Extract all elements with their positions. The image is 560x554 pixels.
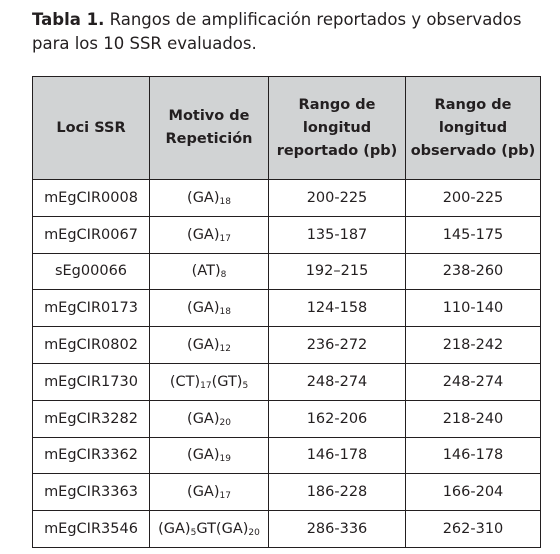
motif-repeat-count: 19 bbox=[219, 454, 231, 465]
header-observed-line: Rango de bbox=[434, 96, 512, 113]
header-loci-line: Loci SSR bbox=[56, 119, 126, 136]
cell-locus: mEgCIR0008 bbox=[33, 180, 150, 217]
motif-repeat-count: 20 bbox=[219, 417, 231, 428]
cell-motif bbox=[150, 363, 269, 400]
motif-repeat-count: 12 bbox=[219, 344, 231, 355]
header-observed-line: longitud bbox=[438, 119, 508, 136]
cell-reported-range: 146-178 bbox=[269, 437, 406, 474]
motif-repeat-count: 17 bbox=[200, 380, 212, 391]
cell-motif bbox=[150, 400, 269, 437]
motif-unit: (CT) bbox=[169, 373, 201, 390]
table-row bbox=[33, 511, 541, 548]
cell-motif bbox=[150, 437, 269, 474]
header-motif bbox=[150, 77, 269, 180]
motif-text bbox=[187, 447, 231, 463]
motif-text bbox=[187, 337, 231, 353]
motif-repeat-count: 17 bbox=[219, 491, 231, 502]
cell-motif bbox=[150, 290, 269, 327]
cell-locus: mEgCIR3363 bbox=[33, 474, 150, 511]
motif-unit: (GT) bbox=[211, 373, 243, 390]
motif-repeat-count: 17 bbox=[219, 233, 231, 244]
motif-repeat-count: 18 bbox=[219, 307, 231, 318]
cell-motif bbox=[150, 474, 269, 511]
cell-reported-range: 124-158 bbox=[269, 290, 406, 327]
cell-reported-range: 192–215 bbox=[269, 253, 406, 290]
cell-locus: mEgCIR3546 bbox=[33, 511, 150, 548]
cell-reported-range: 135-187 bbox=[269, 216, 406, 253]
motif-repeat-count: 8 bbox=[220, 270, 227, 281]
header-reported-line: reportado (pb) bbox=[276, 142, 398, 159]
motif-text bbox=[187, 411, 231, 427]
table-row bbox=[33, 400, 541, 437]
cell-locus: mEgCIR0802 bbox=[33, 327, 150, 364]
cell-motif bbox=[150, 216, 269, 253]
cell-observed-range: 146-178 bbox=[406, 437, 541, 474]
motif-unit: (GA) bbox=[215, 521, 249, 538]
table-row bbox=[33, 327, 541, 364]
cell-locus: mEgCIR0067 bbox=[33, 216, 150, 253]
header-loci bbox=[33, 77, 150, 180]
motif-text bbox=[187, 484, 231, 500]
table-row bbox=[33, 253, 541, 290]
motif-text bbox=[187, 300, 231, 316]
cell-locus: mEgCIR3282 bbox=[33, 400, 150, 437]
motif-repeat-count: 5 bbox=[242, 380, 249, 391]
cell-locus: mEgCIR1730 bbox=[33, 363, 150, 400]
cell-motif bbox=[150, 511, 269, 548]
motif-text bbox=[158, 521, 260, 537]
header-observed-line: observado (pb) bbox=[410, 142, 536, 159]
motif-text bbox=[187, 190, 231, 206]
motif-unit: (GA) bbox=[158, 521, 191, 538]
motif-text bbox=[170, 374, 248, 390]
motif-text bbox=[187, 227, 231, 243]
table-row bbox=[33, 363, 541, 400]
header-reported-line: Rango de bbox=[298, 96, 376, 113]
cell-reported-range: 162-206 bbox=[269, 400, 406, 437]
motif-unit: (GA) bbox=[187, 226, 220, 243]
motif-unit: (GA) bbox=[187, 337, 220, 354]
caption-label: Tabla 1. bbox=[32, 10, 105, 29]
motif-unit: (GA) bbox=[187, 484, 220, 501]
header-observed-range bbox=[406, 77, 541, 180]
cell-observed-range: 145-175 bbox=[406, 216, 541, 253]
cell-motif bbox=[150, 327, 269, 364]
cell-observed-range: 262-310 bbox=[406, 511, 541, 548]
cell-reported-range: 200-225 bbox=[269, 180, 406, 217]
header-motif-line: Motivo de bbox=[168, 108, 250, 124]
cell-observed-range: 218-242 bbox=[406, 327, 541, 364]
cell-reported-range: 186-228 bbox=[269, 474, 406, 511]
header-reported-line: longitud bbox=[302, 119, 372, 136]
table-row bbox=[33, 437, 541, 474]
motif-unit: (GA) bbox=[187, 447, 220, 464]
cell-locus: mEgCIR0173 bbox=[33, 290, 150, 327]
motif-unit: GT bbox=[196, 521, 216, 538]
motif-unit: (GA) bbox=[187, 189, 220, 206]
cell-locus: mEgCIR3362 bbox=[33, 437, 150, 474]
table-row bbox=[33, 216, 541, 253]
motif-repeat-count: 5 bbox=[190, 528, 197, 539]
motif-unit: (GA) bbox=[187, 410, 220, 427]
table-body bbox=[33, 180, 541, 548]
cell-reported-range: 286-336 bbox=[269, 511, 406, 548]
caption-text: Rangos de amplificación reportados y observados para los 10 SSR evaluados. bbox=[32, 10, 522, 53]
header-reported-range bbox=[269, 77, 406, 180]
cell-reported-range: 248-274 bbox=[269, 363, 406, 400]
header-motif-line: Repetición bbox=[165, 131, 253, 147]
table-row bbox=[33, 180, 541, 217]
table-row bbox=[33, 474, 541, 511]
cell-observed-range: 110-140 bbox=[406, 290, 541, 327]
motif-repeat-count: 20 bbox=[248, 528, 260, 539]
cell-motif bbox=[150, 180, 269, 217]
cell-observed-range: 166-204 bbox=[406, 474, 541, 511]
motif-unit: (AT) bbox=[191, 263, 221, 280]
cell-observed-range: 248-274 bbox=[406, 363, 541, 400]
cell-observed-range: 218-240 bbox=[406, 400, 541, 437]
table-caption bbox=[32, 8, 542, 56]
header-row bbox=[33, 77, 541, 180]
cell-reported-range: 236-272 bbox=[269, 327, 406, 364]
motif-text bbox=[192, 263, 227, 279]
motif-unit: (GA) bbox=[187, 300, 220, 317]
motif-repeat-count: 18 bbox=[219, 196, 231, 207]
cell-observed-range: 238-260 bbox=[406, 253, 541, 290]
cell-observed-range: 200-225 bbox=[406, 180, 541, 217]
cell-locus: sEg00066 bbox=[33, 253, 150, 290]
cell-motif bbox=[150, 253, 269, 290]
ssr-table bbox=[32, 76, 541, 548]
table-row bbox=[33, 290, 541, 327]
